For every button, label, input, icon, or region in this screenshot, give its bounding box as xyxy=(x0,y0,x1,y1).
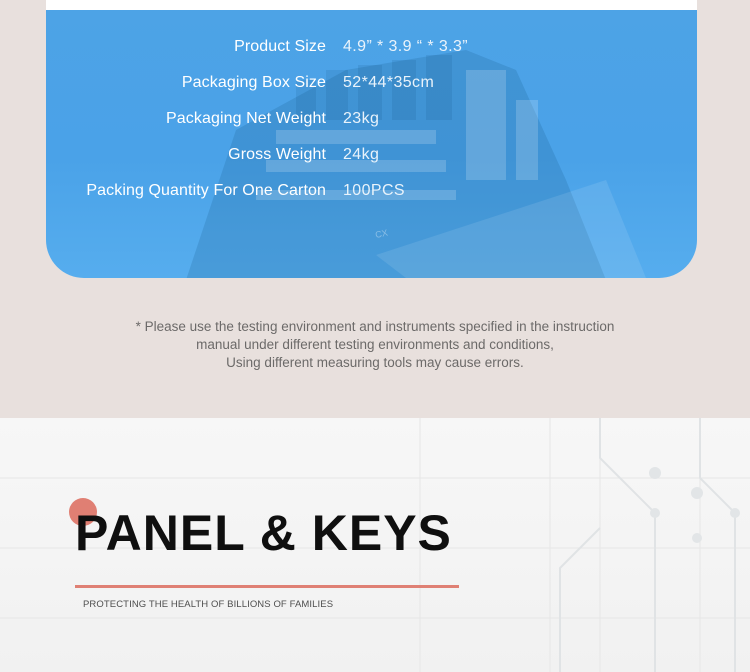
top-white-strip xyxy=(46,0,697,10)
spec-value: 52*44*35cm xyxy=(343,74,435,91)
measurement-disclaimer xyxy=(0,318,750,372)
spec-label: Packaging Box Size xyxy=(181,74,326,91)
disclaimer-line: manual under different testing environments and conditions, xyxy=(196,337,554,352)
spec-value: 23kg xyxy=(343,110,380,127)
spec-card xyxy=(46,10,697,278)
spec-label: Gross Weight xyxy=(228,146,326,163)
spec-label: Packaging Net Weight xyxy=(165,110,326,127)
spec-label: Packing Quantity For One Carton xyxy=(86,182,326,199)
panel-keys-section xyxy=(0,418,750,672)
section-subtitle: PROTECTING THE HEALTH OF BILLIONS OF FAMILIES xyxy=(83,599,334,610)
spec-row-product-size xyxy=(46,38,697,60)
title-underline xyxy=(75,585,459,588)
spec-row-packaging-box-size xyxy=(46,74,697,96)
spec-value: 24kg xyxy=(343,146,380,163)
disclaimer-line: * Please use the testing environment and instruments specified in the instruction xyxy=(135,319,615,334)
disclaimer-line: Using different measuring tools may cause errors. xyxy=(226,355,524,370)
spec-value: 100PCS xyxy=(343,182,405,199)
spec-row-packaging-net-weight xyxy=(46,110,697,132)
section-title: PANEL & KEYS xyxy=(75,505,452,561)
spec-label: Product Size xyxy=(234,38,326,55)
spec-row-packing-quantity xyxy=(46,182,697,204)
spec-value: 4.9” * 3.9 “ * 3.3” xyxy=(343,38,468,55)
svg-text:CX: CX xyxy=(374,227,389,240)
spec-row-gross-weight xyxy=(46,146,697,168)
